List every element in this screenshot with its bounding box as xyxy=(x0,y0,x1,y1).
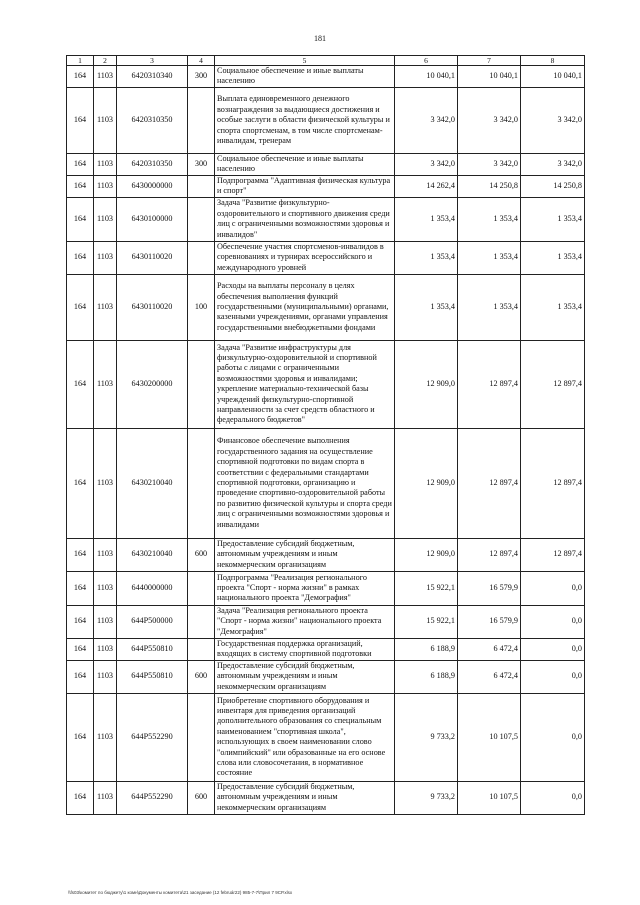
table-cell-v8: 1 353,4 xyxy=(521,197,585,241)
table-cell-desc: Предоставление субсидий бюджетным, автономным учреждениям и иным некоммерческим организациям xyxy=(215,781,395,814)
table-cell-desc: Предоставление субсидий бюджетным, автономным учреждениям и иным некоммерческим организациям xyxy=(215,660,395,693)
table-cell-c1: 164 xyxy=(67,571,94,605)
table-cell-c2: 1103 xyxy=(94,693,117,781)
table-cell-v6: 6 188,9 xyxy=(395,660,458,693)
table-cell-c3: 6420310350 xyxy=(117,87,188,153)
table-cell-c1: 164 xyxy=(67,781,94,814)
table-cell-c2: 1103 xyxy=(94,175,117,197)
table-cell-c1: 164 xyxy=(67,153,94,175)
table-cell-c2: 1103 xyxy=(94,340,117,428)
table-cell-v8: 0,0 xyxy=(521,781,585,814)
table-cell-c1: 164 xyxy=(67,605,94,638)
column-header: 4 xyxy=(188,56,215,66)
table-cell-c2: 1103 xyxy=(94,605,117,638)
table-cell-c4 xyxy=(188,197,215,241)
table-cell-c1: 164 xyxy=(67,538,94,571)
table-cell-c3: 6430110020 xyxy=(117,241,188,274)
table-cell-c4: 600 xyxy=(188,538,215,571)
table-cell-v8: 1 353,4 xyxy=(521,274,585,340)
column-header: 5 xyxy=(215,56,395,66)
table-cell-v6: 9 733,2 xyxy=(395,693,458,781)
table-cell-v7: 16 579,9 xyxy=(458,571,521,605)
table-row xyxy=(67,340,585,428)
table-cell-v7: 16 579,9 xyxy=(458,605,521,638)
table-cell-c2: 1103 xyxy=(94,571,117,605)
table-cell-c4 xyxy=(188,241,215,274)
table-cell-c2: 1103 xyxy=(94,638,117,660)
table-cell-v7: 12 897,4 xyxy=(458,428,521,538)
table-cell-c4 xyxy=(188,638,215,660)
table-cell-v8: 10 040,1 xyxy=(521,66,585,88)
table-cell-c1: 164 xyxy=(67,274,94,340)
table-cell-v6: 14 262,4 xyxy=(395,175,458,197)
table-cell-c1: 164 xyxy=(67,340,94,428)
table-cell-c3: 6430000000 xyxy=(117,175,188,197)
table-cell-desc: Предоставление субсидий бюджетным, автономным учреждениям и иным некоммерческим организациям xyxy=(215,538,395,571)
table-cell-c4 xyxy=(188,340,215,428)
table-cell-c3: 6420310350 xyxy=(117,153,188,175)
table-cell-desc: Выплата единовременного денежного вознаграждения за выдающиеся достижения и особые заслуги в области физической культуры и спорта спортсменам, в том числе спортсменам-инвалидам, тренерам xyxy=(215,87,395,153)
table-row xyxy=(67,274,585,340)
table-cell-desc: Социальное обеспечение и иные выплаты населению xyxy=(215,153,395,175)
table-cell-c3: 644P552290 xyxy=(117,781,188,814)
table-cell-v6: 1 353,4 xyxy=(395,241,458,274)
table-cell-v7: 1 353,4 xyxy=(458,274,521,340)
table-cell-v8: 0,0 xyxy=(521,638,585,660)
table-row xyxy=(67,638,585,660)
table-cell-v8: 3 342,0 xyxy=(521,153,585,175)
table-row xyxy=(67,241,585,274)
table-row xyxy=(67,428,585,538)
table-cell-c2: 1103 xyxy=(94,274,117,340)
table-row xyxy=(67,538,585,571)
table-cell-c1: 164 xyxy=(67,638,94,660)
table-row xyxy=(67,781,585,814)
table-cell-c3: 6430210040 xyxy=(117,538,188,571)
table-cell-c1: 164 xyxy=(67,693,94,781)
table-cell-c3: 6430100000 xyxy=(117,197,188,241)
table-cell-v6: 12 909,0 xyxy=(395,428,458,538)
table-cell-v7: 10 107,5 xyxy=(458,693,521,781)
table-row xyxy=(67,660,585,693)
table-cell-c3: 644P550810 xyxy=(117,660,188,693)
column-header: 3 xyxy=(117,56,188,66)
table-cell-v6: 3 342,0 xyxy=(395,153,458,175)
table-cell-c4: 600 xyxy=(188,781,215,814)
table-cell-v7: 10 040,1 xyxy=(458,66,521,88)
table-cell-c2: 1103 xyxy=(94,428,117,538)
table-cell-c1: 164 xyxy=(67,87,94,153)
table-cell-c4 xyxy=(188,428,215,538)
table-cell-c4 xyxy=(188,175,215,197)
table-cell-desc: Финансовое обеспечение выполнения государственного задания на осуществление спортивной подготовки по видам спорта в соответствии с федеральными стандартами спортивной подготовки, организацию и проведение спортивно-оздоровительной работы по развитию физической культуры и спорта среди лиц с ограниченными возможностями здоровья и инвалидами xyxy=(215,428,395,538)
table-cell-desc: Задача "Развитие физкультурно-оздоровительного и спортивного движения среди лиц с ограниченными возможностями здоровья и инвалидов" xyxy=(215,197,395,241)
table-cell-c4: 300 xyxy=(188,66,215,88)
table-row xyxy=(67,693,585,781)
table-cell-v8: 0,0 xyxy=(521,660,585,693)
table-cell-c1: 164 xyxy=(67,428,94,538)
table-cell-v8: 12 897,4 xyxy=(521,538,585,571)
table-cell-v7: 10 107,5 xyxy=(458,781,521,814)
table-cell-v6: 12 909,0 xyxy=(395,340,458,428)
table-cell-v7: 3 342,0 xyxy=(458,153,521,175)
column-header: 2 xyxy=(94,56,117,66)
column-header: 6 xyxy=(395,56,458,66)
table-cell-v6: 1 353,4 xyxy=(395,197,458,241)
table-cell-v7: 6 472,4 xyxy=(458,638,521,660)
table-cell-v7: 14 250,8 xyxy=(458,175,521,197)
table-cell-desc: Государственная поддержка организаций, входящих в систему спортивной подготовки xyxy=(215,638,395,660)
table-cell-c4 xyxy=(188,571,215,605)
table-cell-v6: 15 922,1 xyxy=(395,571,458,605)
table-cell-desc: Приобретение спортивного оборудования и инвентаря для приведения организаций дополнительного образования со специальным наименованием "спортивная школа", использующих в своем наименовании слово "олимпийский" или образованные на его основе слова или словосочетания, в нормативное состояние xyxy=(215,693,395,781)
table-row xyxy=(67,571,585,605)
table-cell-v8: 0,0 xyxy=(521,571,585,605)
column-header: 8 xyxy=(521,56,585,66)
table-cell-c2: 1103 xyxy=(94,660,117,693)
table-cell-c3: 6420310340 xyxy=(117,66,188,88)
table-cell-c2: 1103 xyxy=(94,781,117,814)
table-cell-v6: 9 733,2 xyxy=(395,781,458,814)
table-cell-c4: 600 xyxy=(188,660,215,693)
table-cell-c3: 6430200000 xyxy=(117,340,188,428)
table-row xyxy=(67,87,585,153)
table-cell-desc: Задача "Реализация регионального проекта "Спорт - норма жизни" национального проекта "Демография" xyxy=(215,605,395,638)
table-cell-v7: 3 342,0 xyxy=(458,87,521,153)
table-cell-v7: 1 353,4 xyxy=(458,241,521,274)
table-cell-v8: 0,0 xyxy=(521,605,585,638)
table-cell-c1: 164 xyxy=(67,241,94,274)
table-cell-desc: Подпрограмма "Адаптивная физическая культура и спорт" xyxy=(215,175,395,197)
table-cell-c1: 164 xyxy=(67,66,94,88)
table-cell-c2: 1103 xyxy=(94,538,117,571)
table-row xyxy=(67,175,585,197)
table-cell-c3: 6430110020 xyxy=(117,274,188,340)
table-cell-c4: 100 xyxy=(188,274,215,340)
table-cell-c4: 300 xyxy=(188,153,215,175)
table-row xyxy=(67,66,585,88)
column-header: 7 xyxy=(458,56,521,66)
table-row xyxy=(67,605,585,638)
table-cell-c4 xyxy=(188,693,215,781)
table-cell-desc: Задача "Развитие инфраструктуры для физкультурно-оздоровительной и спортивной работы с лицами с ограниченными возможностями здоровья и инвалидами; укрепление материально-технической базы учреждений физкультурно-спортивной направленности за счет средств областного и федерального бюджетов" xyxy=(215,340,395,428)
table-cell-v6: 15 922,1 xyxy=(395,605,458,638)
table-cell-v8: 1 353,4 xyxy=(521,241,585,274)
table-cell-v7: 1 353,4 xyxy=(458,197,521,241)
table-cell-v6: 3 342,0 xyxy=(395,87,458,153)
table-row xyxy=(67,153,585,175)
table-cell-c2: 1103 xyxy=(94,153,117,175)
table-cell-c2: 1103 xyxy=(94,87,117,153)
column-number-header-row xyxy=(67,56,585,66)
table-cell-c4 xyxy=(188,87,215,153)
table-cell-c3: 644P552290 xyxy=(117,693,188,781)
column-header: 1 xyxy=(67,56,94,66)
table-cell-desc: Подпрограмма "Реализация регионального проекта "Спорт - норма жизни" в рамках национального проекта "Демография" xyxy=(215,571,395,605)
page-number: 181 xyxy=(314,34,326,43)
table-cell-v8: 12 897,4 xyxy=(521,340,585,428)
table-cell-desc: Обеспечение участия спортсменов-инвалидов в соревнованиях и турнирах всероссийского и международного уровней xyxy=(215,241,395,274)
table-cell-desc: Социальное обеспечение и иные выплаты населению xyxy=(215,66,395,88)
table-cell-v7: 6 472,4 xyxy=(458,660,521,693)
table-cell-c1: 164 xyxy=(67,175,94,197)
table-cell-v8: 0,0 xyxy=(521,693,585,781)
table-cell-c1: 164 xyxy=(67,660,94,693)
table-cell-c1: 164 xyxy=(67,197,94,241)
table-cell-v8: 3 342,0 xyxy=(521,87,585,153)
table-cell-c4 xyxy=(188,605,215,638)
table-cell-v6: 1 353,4 xyxy=(395,274,458,340)
table-cell-c2: 1103 xyxy=(94,241,117,274)
table-cell-c3: 6440000000 xyxy=(117,571,188,605)
table-cell-c2: 1103 xyxy=(94,66,117,88)
table-cell-c3: 644P500000 xyxy=(117,605,188,638)
table-cell-c3: 644P550810 xyxy=(117,638,188,660)
table-cell-desc: Расходы на выплаты персоналу в целях обеспечения выполнения функций государственными (муниципальными) органами, казенными учреждениями, органами управления государственными внебюджетными фондами xyxy=(215,274,395,340)
table-cell-v7: 12 897,4 xyxy=(458,340,521,428)
budget-table xyxy=(66,55,585,815)
table-cell-v6: 6 188,9 xyxy=(395,638,458,660)
footer-file-path: \\fs03\комитет по бюджету\1 комн\Документы комитета\21 заседание (12 február22) 985-7-7\Прил 7 9СР.xlsx xyxy=(68,890,293,895)
table-cell-c3: 6430210040 xyxy=(117,428,188,538)
table-cell-v6: 10 040,1 xyxy=(395,66,458,88)
table-cell-v8: 14 250,8 xyxy=(521,175,585,197)
table-cell-v6: 12 909,0 xyxy=(395,538,458,571)
table-cell-v8: 12 897,4 xyxy=(521,428,585,538)
table-cell-c2: 1103 xyxy=(94,197,117,241)
table-row xyxy=(67,197,585,241)
table-cell-v7: 12 897,4 xyxy=(458,538,521,571)
